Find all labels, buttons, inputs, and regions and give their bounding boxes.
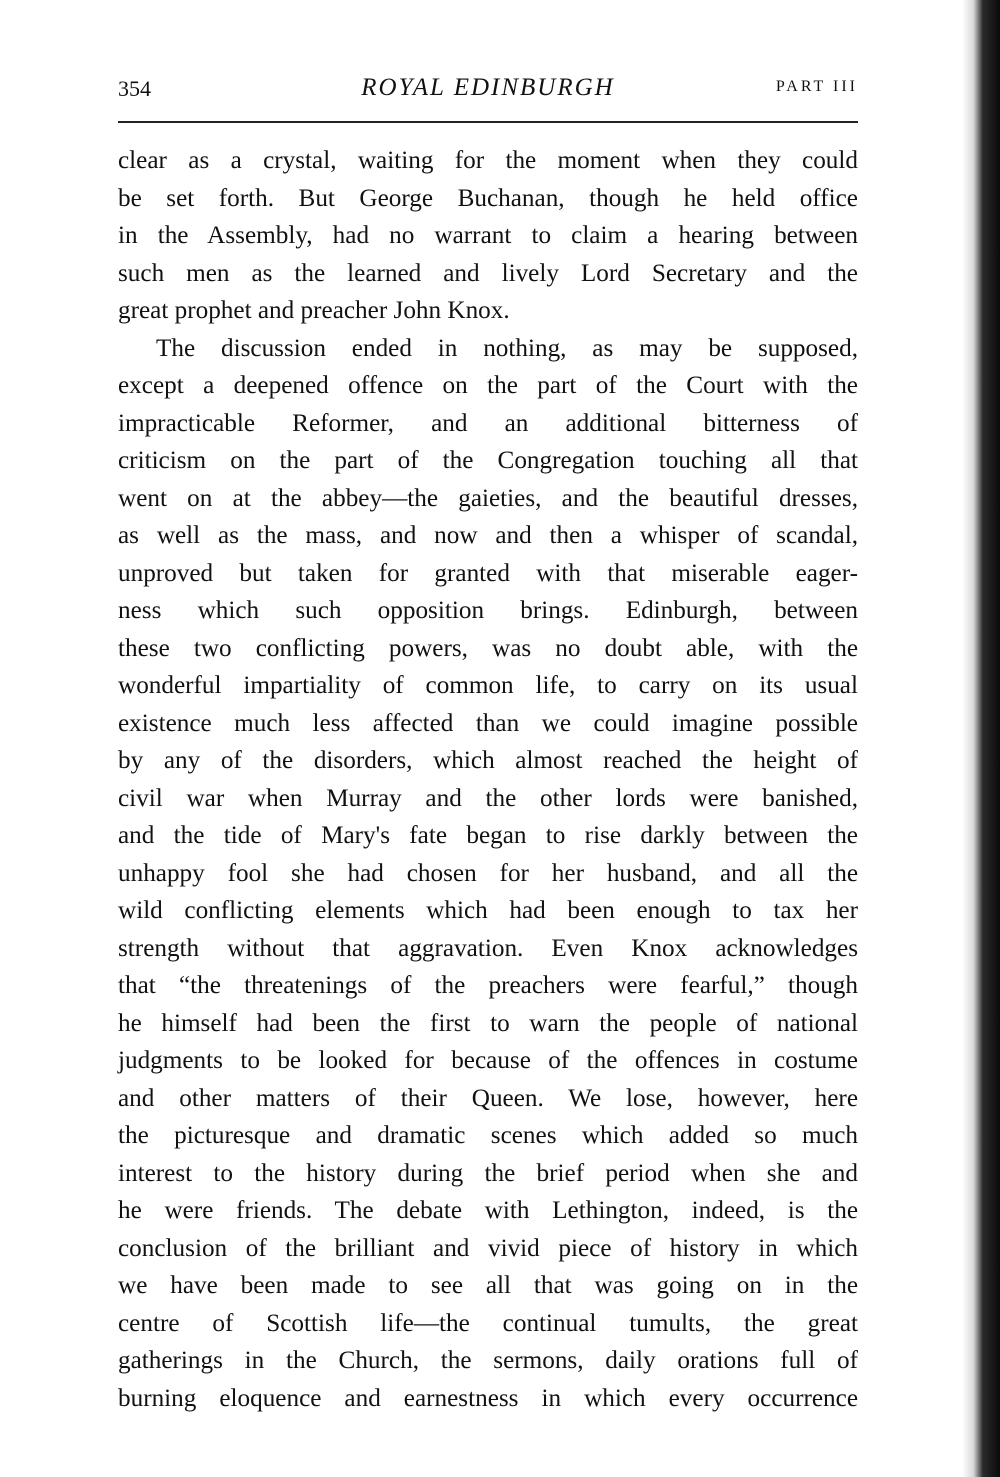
text-line: existence much less affected than we could imagine possible — [118, 709, 858, 737]
text-line: unproved but taken for granted with that miserable eager- — [118, 559, 858, 587]
paragraph-1 — [118, 142, 858, 330]
text-line: as well as the mass, and now and then a whisper of scandal, — [118, 522, 858, 549]
text-line: criticism on the part of the Congregation touching all that — [118, 447, 858, 474]
text-line: judgments to be looked for because of the offences in costume — [118, 1047, 858, 1074]
scanned-page-edge — [962, 0, 1000, 1477]
text-line: that “the threatenings of the preachers were fearful,” though — [118, 972, 858, 999]
text-line: impracticable Reformer, and an additional bitterness of — [118, 409, 858, 437]
text-line: wild conflicting elements which had been enough to tax her — [118, 897, 858, 924]
text-line: he himself had been the first to warn the people of national — [118, 1009, 858, 1037]
text-line: by any of the disorders, which almost reached the height of — [118, 747, 858, 774]
text-line: and other matters of their Queen. We lose, however, here — [118, 1084, 858, 1112]
text-line: went on at the abbey—the gaieties, and the beautiful dresses, — [118, 484, 858, 512]
text-line: civil war when Murray and the other lords were banished, — [118, 784, 858, 812]
text-line: unhappy fool she had chosen for her husband, and all the — [118, 859, 858, 887]
header-rule — [118, 121, 858, 123]
text-line: interest to the history during the brief period when she and — [118, 1159, 858, 1187]
text-line: he were friends. The debate with Lethington, indeed, is the — [118, 1197, 858, 1224]
paragraph-2 — [118, 330, 858, 1418]
text-line: gatherings in the Church, the sermons, daily orations full of — [118, 1347, 858, 1374]
text-line: burning eloquence and earnestness in which every occurrence — [118, 1384, 858, 1412]
text-line: great prophet and preacher John Knox. — [118, 297, 510, 324]
text-line: centre of Scottish life—the continual tumults, the great — [118, 1309, 858, 1337]
page-number: 354 — [118, 76, 151, 101]
body-text — [118, 142, 858, 1417]
page-header — [118, 74, 858, 110]
text-line: except a deepened offence on the part of the Court with the — [118, 372, 858, 399]
text-line: be set forth. But George Buchanan, though he held office — [118, 184, 858, 212]
text-line: clear as a crystal, waiting for the moment when they could — [118, 147, 858, 174]
text-line: wonderful impartiality of common life, to carry on its usual — [118, 672, 858, 699]
running-title: ROYAL EDINBURGH — [361, 74, 615, 101]
text-line: ness which such opposition brings. Edinburgh, between — [118, 597, 858, 624]
text-line: we have been made to see all that was going on in the — [118, 1272, 858, 1299]
text-line: the picturesque and dramatic scenes which added so much — [118, 1122, 858, 1149]
text-line: these two conflicting powers, was no doubt able, with the — [118, 634, 858, 662]
text-line: such men as the learned and lively Lord Secretary and the — [118, 259, 858, 287]
text-line: The discussion ended in nothing, as may be supposed, — [156, 334, 858, 362]
text-line: in the Assembly, had no warrant to claim a hearing between — [118, 222, 858, 249]
text-line: and the tide of Mary's fate began to rise darkly between the — [118, 822, 858, 849]
part-label: PART III — [775, 78, 858, 95]
text-line: conclusion of the brilliant and vivid piece of history in which — [118, 1234, 858, 1262]
text-line: strength without that aggravation. Even Knox acknowledges — [118, 934, 858, 962]
